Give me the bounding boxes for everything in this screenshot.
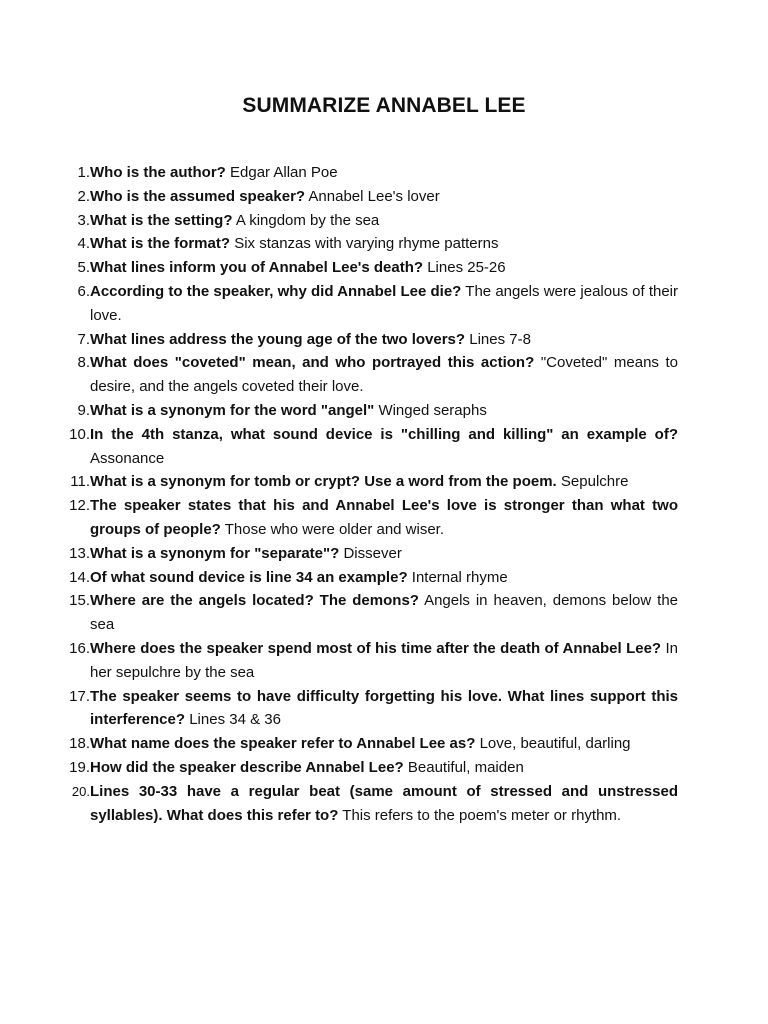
item-question: What name does the speaker refer to Annabel Lee as?	[90, 735, 476, 753]
list-item	[58, 185, 678, 209]
item-content	[90, 209, 678, 233]
item-question: What lines address the young age of the two lovers?	[90, 330, 466, 348]
list-item	[58, 209, 678, 233]
list-item	[58, 399, 678, 423]
item-question: What is the format?	[90, 235, 231, 253]
item-question: What is a synonym for tomb or crypt? Use a word from the poem.	[90, 473, 557, 491]
item-content	[90, 399, 678, 423]
item-question: Who is the assumed speaker?	[90, 187, 306, 205]
item-question: What does "coveted" mean, and who portrayed this action?	[90, 354, 535, 372]
item-number: 13.	[69, 544, 90, 562]
item-question: The speaker states that his and Annabel Lee's love is stronger than what two groups of people?	[90, 497, 678, 538]
item-number: 1.	[77, 164, 90, 181]
item-question: Who is the author?	[90, 164, 226, 181]
list-item	[58, 685, 678, 733]
item-content	[90, 685, 678, 733]
item-content	[90, 351, 678, 399]
item-answer: Lines 7-8	[469, 330, 531, 348]
list-item	[58, 256, 678, 280]
item-question: The speaker seems to have difficulty forgetting his love. What lines support this interference?	[90, 687, 678, 729]
item-content	[90, 280, 678, 328]
item-answer: Lines 34 & 36	[189, 711, 281, 729]
item-content	[90, 542, 678, 566]
item-number: 6.	[77, 282, 90, 300]
item-answer: A kingdom by the sea	[235, 211, 380, 229]
list-item	[58, 423, 678, 471]
list-item	[58, 328, 678, 352]
item-question: Where does the speaker spend most of his time after the death of Annabel Lee?	[90, 639, 662, 657]
item-content	[90, 232, 678, 256]
item-content	[90, 328, 678, 352]
item-answer: Annabel Lee's lover	[308, 187, 440, 205]
list-item	[58, 780, 678, 828]
item-number: 20.	[71, 783, 90, 799]
item-number: 4.	[77, 235, 90, 253]
item-answer: "Coveted" means to desire, and the angels coveted their love.	[90, 354, 678, 396]
item-content	[90, 589, 678, 637]
list-item	[58, 351, 678, 399]
item-answer: Dissever	[343, 544, 402, 562]
list-item	[58, 566, 678, 590]
item-answer: Beautiful, maiden	[407, 758, 524, 776]
item-number: 19.	[69, 758, 90, 776]
item-number: 15.	[69, 592, 90, 610]
item-question: Lines 30-33 have a regular beat (same amount of stressed and unstressed syllables). What does this refer to?	[90, 782, 678, 824]
item-answer: In her sepulchre by the sea	[90, 639, 679, 681]
item-answer: Edgar Allan Poe	[230, 164, 338, 181]
item-number: 12.	[69, 497, 90, 515]
item-answer: Lines 25-26	[427, 259, 506, 277]
item-question: How did the speaker describe Annabel Lee?	[90, 758, 404, 776]
item-number: 9.	[77, 401, 90, 419]
item-answer: Sepulchre	[560, 473, 629, 491]
list-item	[58, 589, 678, 637]
list-item	[58, 161, 678, 185]
item-number: 7.	[77, 330, 90, 348]
list-item	[58, 542, 678, 566]
item-content	[90, 637, 678, 685]
item-answer: The angels were jealous of their love.	[90, 282, 679, 324]
list-item	[58, 470, 678, 494]
item-answer: Six stanzas with varying rhyme patterns	[234, 235, 499, 253]
item-content	[90, 256, 678, 280]
item-number: 18.	[69, 735, 90, 753]
item-answer: Angels in heaven, demons below the sea	[90, 592, 679, 634]
list-item	[58, 280, 678, 328]
item-question: What is the setting?	[90, 211, 233, 229]
list-item	[58, 732, 678, 756]
item-content	[90, 780, 678, 828]
item-question: Of what sound device is line 34 an example?	[90, 568, 408, 586]
item-number: 17.	[69, 687, 90, 705]
item-answer: Internal rhyme	[411, 568, 508, 586]
item-content	[90, 161, 678, 185]
list-item	[58, 756, 678, 780]
item-number: 14.	[69, 568, 90, 586]
item-number: 3.	[77, 211, 90, 229]
item-question: In the 4th stanza, what sound device is "chilling and killing" an example of?	[90, 425, 678, 443]
item-answer: Assonance	[90, 449, 165, 467]
item-answer: This refers to the poem's meter or rhythm.	[342, 806, 622, 824]
item-content	[90, 470, 678, 494]
item-answer: Love, beautiful, darling	[479, 735, 631, 753]
item-content	[90, 185, 678, 209]
item-question: What is a synonym for "separate"?	[90, 544, 340, 562]
list-item	[58, 232, 678, 256]
item-number: 8.	[77, 354, 90, 372]
page-title: SUMMARIZE ANNABEL LEE	[242, 94, 526, 117]
item-content	[90, 566, 678, 590]
item-content	[90, 756, 678, 780]
list-item	[58, 494, 678, 542]
item-content	[90, 494, 678, 542]
item-question: What is a synonym for the word "angel"	[90, 401, 375, 419]
item-number: 16.	[69, 639, 90, 657]
item-question: According to the speaker, why did Annabel Lee die?	[90, 282, 462, 300]
item-answer: Those who were older and wiser.	[224, 520, 445, 538]
item-content	[90, 423, 678, 471]
item-answer: Winged seraphs	[378, 401, 487, 419]
item-question: Where are the angels located? The demons?	[90, 592, 419, 610]
question-list	[58, 161, 678, 827]
item-number: 5.	[77, 259, 90, 277]
item-number: 10.	[69, 425, 90, 443]
item-number: 11.	[70, 473, 90, 491]
list-item	[58, 637, 678, 685]
item-question: What lines inform you of Annabel Lee's death?	[90, 259, 424, 277]
item-content	[90, 732, 678, 756]
item-number: 2.	[77, 187, 90, 205]
